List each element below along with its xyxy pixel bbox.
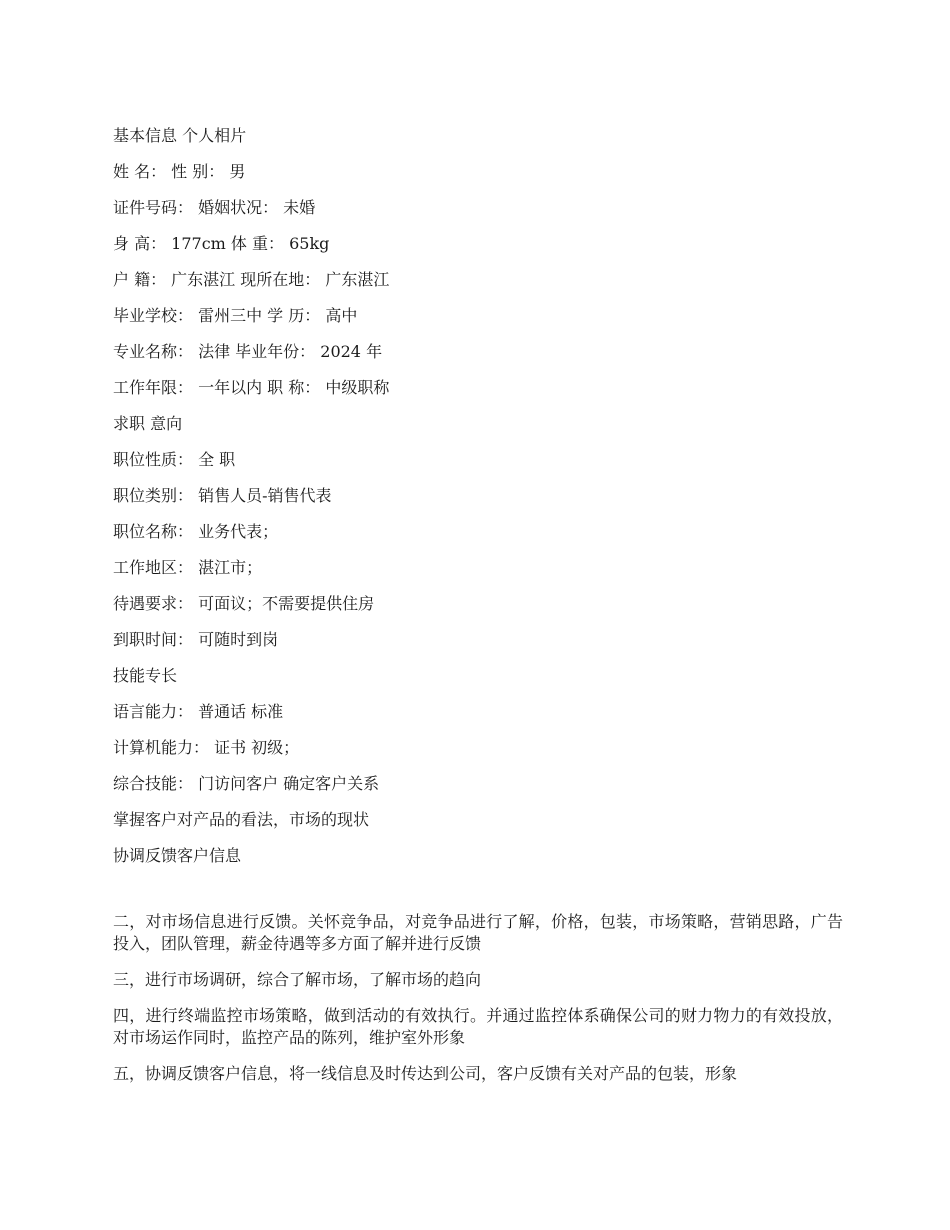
skill-detail-line: 协调反馈客户信息 — [113, 846, 242, 865]
height-weight-line: 身 高： 177cm 体 重： 65kg — [113, 234, 330, 253]
general-skill-line: 综合技能： 门访问客户 确定客户关系 — [113, 774, 380, 793]
id-marital-line: 证件号码： 婚姻状况： 未婚 — [113, 198, 316, 217]
hukou-location-line: 户 籍： 广东湛江 现所在地： 广东湛江 — [113, 270, 390, 289]
paragraph: 四，进行终端监控市场策略，做到活动的有效执行。并通过监控体系确保公司的财力物力的有效投放，对市场运作同时，监控产品的陈列，维护室外形象 — [113, 1006, 843, 1047]
paragraph: 二，对市场信息进行反馈。关怀竞争品，对竞争品进行了解，价格，包装，市场策略，营销思路，广告投入，团队管理，薪金待遇等多方面了解并进行反馈 — [113, 912, 843, 953]
job-category-line: 职位类别： 销售人员-销售代表 — [113, 486, 332, 505]
school-education-line: 毕业学校： 雷州三中 学 历： 高中 — [113, 306, 358, 325]
salary-line: 待遇要求： 可面议；不需要提供住房 — [113, 594, 375, 613]
job-title-line: 职位名称： 业务代表； — [113, 522, 279, 541]
language-skill-line: 语言能力： 普通话 标准 — [113, 702, 284, 721]
section-heading-job-intent: 求职 意向 — [113, 414, 183, 433]
section-heading-skills: 技能专长 — [113, 666, 178, 685]
paragraph: 五，协调反馈客户信息，将一线信息及时传达到公司，客户反馈有关对产品的包装，形象 — [113, 1064, 738, 1083]
name-gender-line: 姓 名： 性 别： 男 — [113, 162, 246, 181]
start-time-line: 到职时间： 可随时到岗 — [113, 630, 279, 649]
work-description-section — [113, 911, 843, 1099]
skill-detail-line: 掌握客户对产品的看法，市场的现状 — [113, 810, 370, 829]
profile-section — [113, 124, 843, 880]
experience-title-line: 工作年限： 一年以内 职 称： 中级职称 — [113, 378, 390, 397]
paragraph: 三，进行市场调研，综合了解市场，了解市场的趋向 — [113, 970, 482, 989]
computer-skill-line: 计算机能力： 证书 初级； — [113, 738, 300, 757]
section-heading-basic-info: 基本信息 个人相片 — [113, 126, 247, 145]
major-graduation-line: 专业名称： 法律 毕业年份： 2024 年 — [113, 342, 383, 361]
work-area-line: 工作地区： 湛江市； — [113, 558, 263, 577]
job-nature-line: 职位性质： 全 职 — [113, 450, 236, 469]
